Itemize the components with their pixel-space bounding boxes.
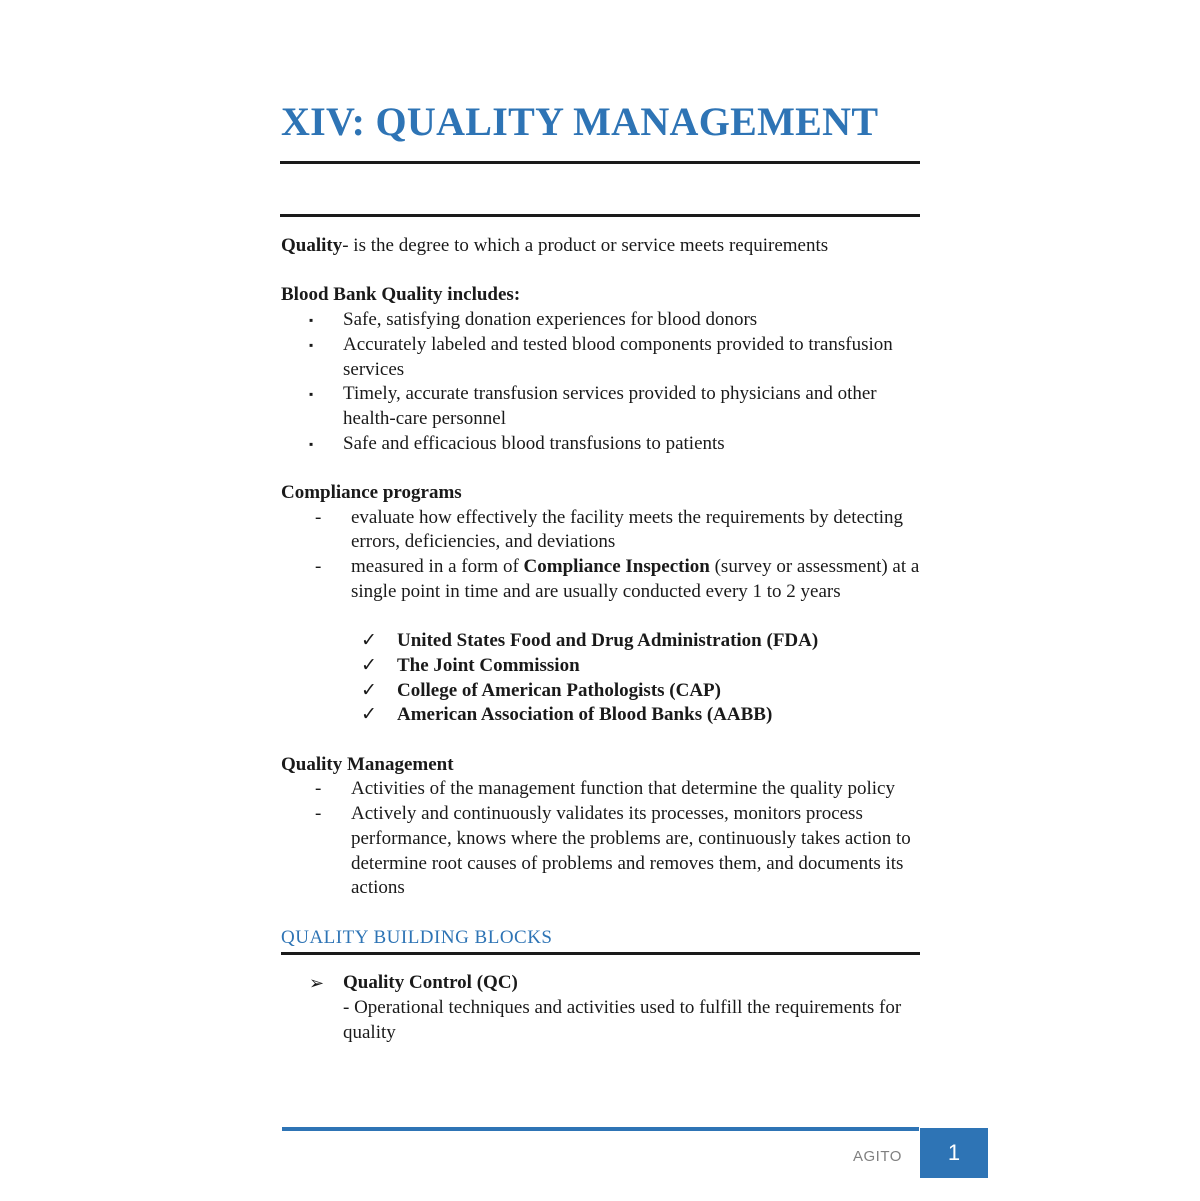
title-rule-bottom [280,214,920,217]
arrow-bullet-icon: ➢ [309,973,325,994]
checkmark-icon: ✓ [361,654,377,676]
title-rule-top [280,161,920,164]
dash-bullet: - [315,778,322,800]
quality-control-text: - Operational techniques and activities used to fulfill the requirements for quality [343,997,902,1043]
dash-bullet: - [315,556,322,578]
square-bullet-icon: ▪ [309,313,314,328]
quality-control-item [281,971,921,1045]
quality-management-heading: Quality Management [281,753,454,775]
list-item: ▪ Accurately labeled and tested blood components provided to transfusion services [309,333,893,380]
checkmark-icon: ✓ [361,630,377,652]
page-number-badge [920,1128,988,1178]
agency-list [281,629,921,728]
square-bullet-icon: ▪ [309,387,314,402]
list-item: ▪ Timely, accurate transfusion services provided to physicians and other health-care personnel [309,383,877,429]
list-item: ✓ United States Food and Drug Administration (FDA) [281,629,921,654]
list-item: - measured in a form of Compliance Inspection (survey or assessment) at a single point in time and are usually conducted every 1 to 2 years [315,556,920,602]
page-title: XIV: QUALITY MANAGEMENT [281,99,879,144]
list-item: ✓ College of American Pathologists (CAP) [281,679,921,704]
page-number: 1 [947,1140,961,1165]
checkmark-icon: ✓ [361,704,377,726]
square-bullet-icon: ▪ [309,436,314,451]
dash-bullet: - [315,803,322,825]
list-item: ▪ Safe and efficacious blood transfusions to patients [281,432,921,457]
quality-term: Quality [281,235,343,256]
quality-control-title: Quality Control (QC) [343,972,518,994]
footer-author: AGITO [853,1148,902,1165]
list-item: - evaluate how effectively the facility meets the requirements by detecting errors, deficiencies, and deviations [315,506,904,553]
checkmark-icon: ✓ [361,679,377,701]
compliance-list [281,506,921,605]
quality-definition [281,234,921,259]
building-blocks-heading: QUALITY BUILDING BLOCKS [281,926,920,956]
document-body [281,234,921,1045]
compliance-heading: Compliance programs [281,482,462,503]
footer-rule [282,1127,919,1131]
quality-management-list [281,777,921,901]
blood-bank-heading: Blood Bank Quality includes: [281,284,521,306]
compliance-inspection-term: Compliance Inspection [523,556,710,578]
square-bullet-icon: ▪ [309,337,314,352]
blood-bank-list [281,308,921,456]
list-item: - Actively and continuously validates its processes, monitors process performance, knows where the problems are, continuously takes action to determine root causes of problems and removes them, and documents its actions [315,803,911,899]
list-item: ✓ The Joint Commission [281,654,921,679]
dash-bullet: - [315,506,322,528]
list-item: ▪ Safe, satisfying donation experiences for blood donors [281,308,921,333]
list-item: ✓ American Association of Blood Banks (AABB) [281,703,921,728]
list-item: - Activities of the management function that determine the quality policy [281,777,921,802]
quality-definition-text: - is the degree to which a product or service meets requirements [342,235,829,256]
